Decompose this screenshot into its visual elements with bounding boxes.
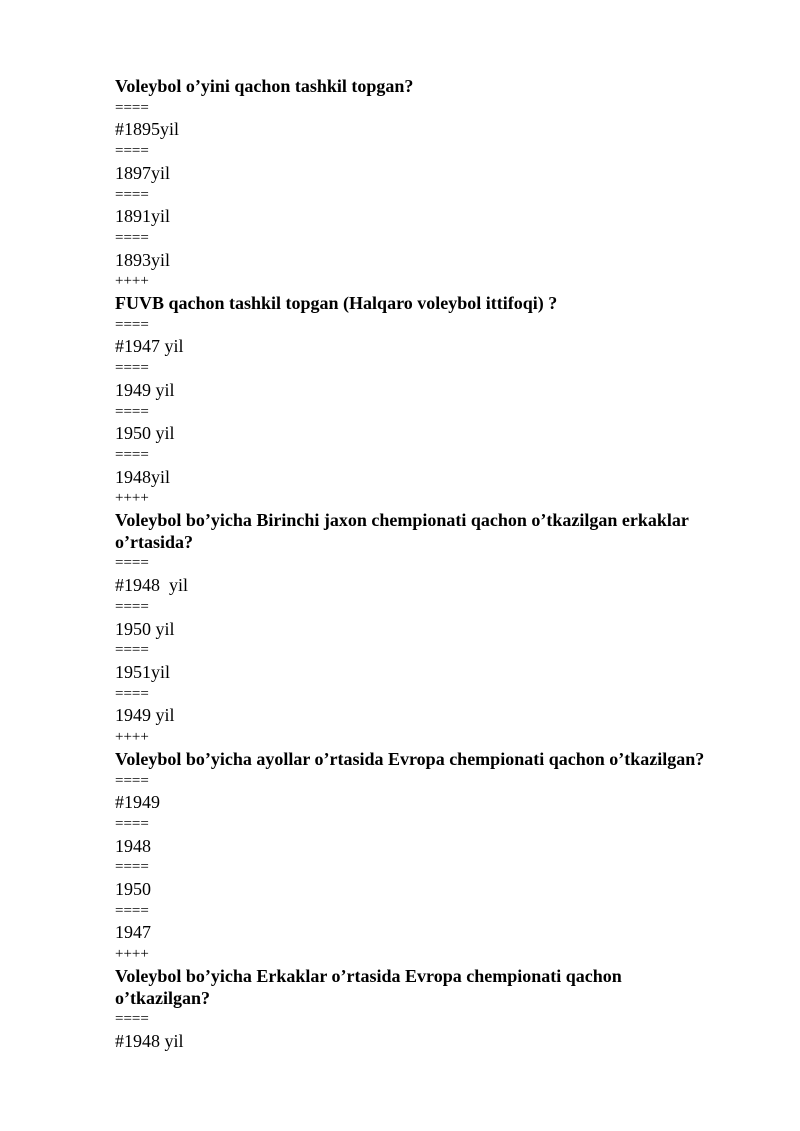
question-text: Voleybol bo’yicha ayollar o’rtasida Evropa chempionati qachon o’tkazilgan?	[115, 748, 705, 769]
answer-separator: ====	[115, 143, 149, 160]
answer-separator: ====	[115, 555, 149, 572]
answer-option: #1949	[115, 792, 160, 813]
answer-separator: ====	[115, 99, 149, 116]
answer-option: 1949 yil	[115, 379, 175, 400]
answer-separator: ====	[115, 446, 149, 463]
question-text: Voleybol o’yini qachon tashkil topgan?	[115, 76, 414, 96]
answer-separator: ====	[115, 360, 149, 377]
question-separator: ++++	[115, 490, 149, 507]
answer-separator: ====	[115, 685, 149, 702]
question-text: Voleybol bo’yicha Erkaklar o’rtasida Evropa chempionati qachon o’tkazilgan?	[115, 965, 622, 1008]
answer-separator: ====	[115, 229, 149, 246]
answer-option: 1948yil	[115, 466, 171, 487]
answer-separator: ====	[115, 1011, 149, 1028]
answer-option: 1893yil	[115, 249, 171, 270]
answer-separator: ====	[115, 859, 149, 876]
answer-option: #1948 yil	[115, 575, 189, 596]
answer-option: 1950 yil	[115, 423, 175, 444]
question-text: FUVB qachon tashkil topgan (Halqaro voleybol ittifoqi) ?	[115, 293, 558, 314]
answer-separator: ====	[115, 902, 149, 919]
answer-option: 1948	[115, 835, 151, 856]
answer-option: 1947	[115, 922, 151, 943]
answer-option: #1947 yil	[115, 336, 184, 357]
document-page	[115, 76, 755, 1053]
answer-option: 1949 yil	[115, 705, 175, 726]
question-separator: ++++	[115, 729, 149, 746]
answer-separator: ====	[115, 316, 149, 333]
question-separator: ++++	[115, 273, 149, 290]
answer-separator: ====	[115, 642, 149, 659]
answer-option: #1895yil	[115, 119, 180, 140]
answer-separator: ====	[115, 186, 149, 203]
answer-separator: ====	[115, 815, 149, 832]
answer-option: 1891yil	[115, 206, 171, 227]
answer-option: #1948 yil	[115, 1030, 184, 1051]
answer-option: 1950 yil	[115, 618, 175, 639]
answer-option: 1951yil	[115, 661, 171, 682]
answer-option: 1897yil	[115, 162, 171, 183]
answer-separator: ====	[115, 403, 149, 420]
question-separator: ++++	[115, 946, 149, 963]
answer-separator: ====	[115, 772, 149, 789]
answer-separator: ====	[115, 598, 149, 615]
answer-option: 1950	[115, 879, 151, 900]
question-text: Voleybol bo’yicha Birinchi jaxon chempionati qachon o’tkazilgan erkaklar o’rtasida?	[115, 510, 689, 552]
